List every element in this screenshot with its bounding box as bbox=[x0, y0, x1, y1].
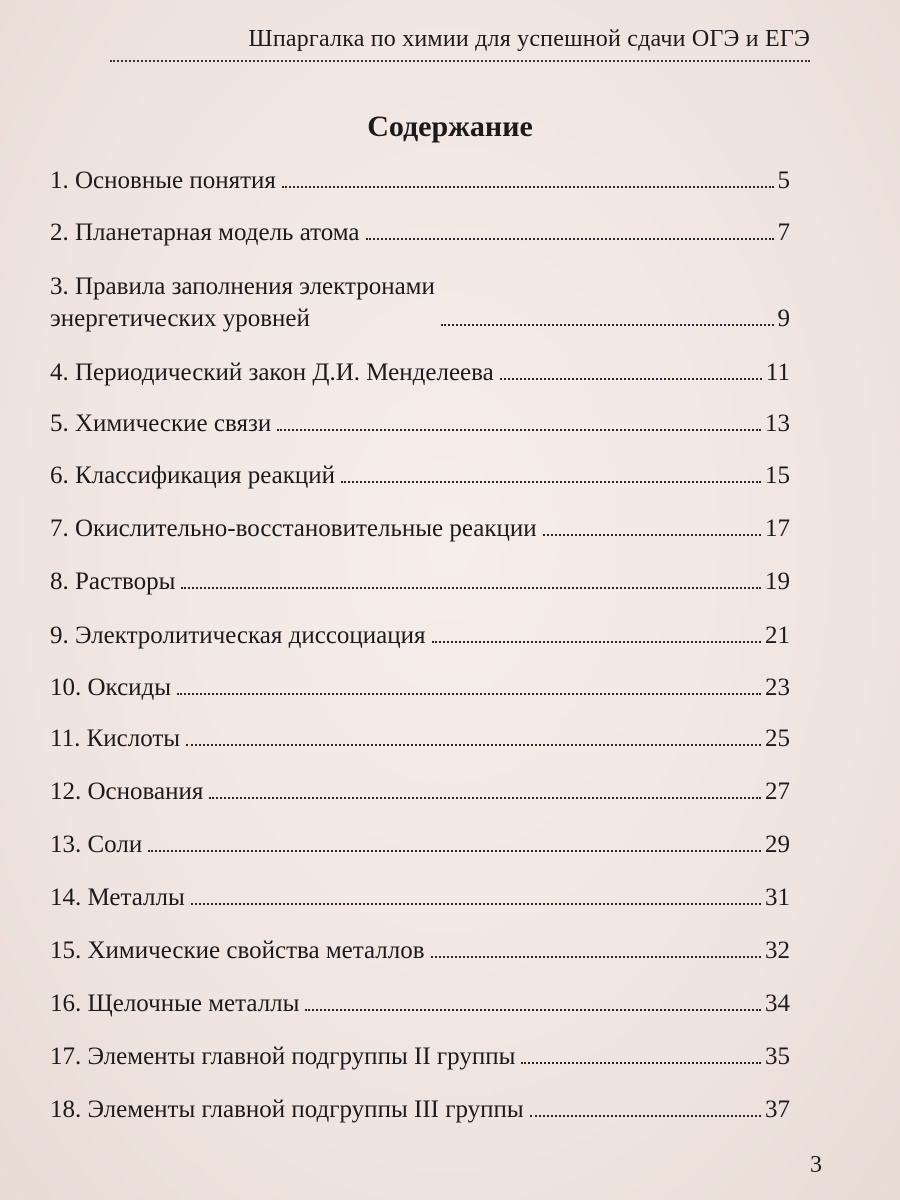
toc-entry bbox=[50, 217, 790, 249]
toc-leader-dots bbox=[432, 641, 761, 643]
toc-entry-page: 23 bbox=[765, 674, 790, 701]
toc-entry-page: 15 bbox=[765, 462, 790, 489]
toc-title: Содержание bbox=[367, 110, 533, 143]
toc-entry-label: 9. Электролитическая диссоциация bbox=[50, 622, 426, 649]
toc-entry-page: 11 bbox=[765, 359, 790, 386]
header-dotted-rule bbox=[110, 60, 810, 62]
toc-leader-dots bbox=[277, 429, 761, 431]
toc-entry-page: 9 bbox=[777, 305, 790, 332]
toc-entry-page: 29 bbox=[765, 831, 790, 858]
toc-entry bbox=[50, 620, 790, 652]
toc-leader-dots bbox=[530, 1115, 761, 1117]
toc-entry-label-block bbox=[50, 271, 435, 335]
toc-entry-page: 21 bbox=[765, 622, 790, 649]
toc-entry-page: 17 bbox=[765, 515, 790, 542]
toc-leader-dots bbox=[148, 850, 761, 852]
toc-leader-dots bbox=[431, 956, 761, 958]
toc-entry bbox=[50, 566, 790, 598]
toc-entry bbox=[50, 1094, 790, 1126]
toc-entry-page: 35 bbox=[765, 1043, 790, 1070]
toc-entry-page: 25 bbox=[765, 725, 790, 752]
toc-entry bbox=[50, 357, 790, 389]
toc-entry-label: 4. Периодический закон Д.И. Менделеева bbox=[50, 359, 494, 386]
toc-entry-label: 15. Химические свойства металлов bbox=[50, 937, 425, 964]
toc-leader-dots bbox=[366, 238, 774, 240]
toc-entry-page: 37 bbox=[765, 1096, 790, 1123]
toc-entry-page: 13 bbox=[765, 410, 790, 437]
toc-entry-label: 1. Основные понятия bbox=[50, 167, 276, 194]
toc-entry-label: 18. Элементы главной подгруппы III группы bbox=[50, 1096, 524, 1123]
toc-entry-label: 16. Щелочные металлы bbox=[50, 990, 300, 1017]
toc-entry bbox=[50, 271, 790, 335]
toc-entry-page: 27 bbox=[765, 778, 790, 805]
toc-entry bbox=[50, 672, 790, 704]
toc-entry-label: 6. Классификация реакций bbox=[50, 462, 336, 489]
running-head: Шпаргалка по химии для успешной сдачи ОГЭ и ЕГЭ bbox=[248, 26, 810, 52]
toc-entry bbox=[50, 935, 790, 967]
page-number: 3 bbox=[810, 1152, 822, 1178]
toc-leader-dots bbox=[341, 481, 761, 483]
toc-leader-dots bbox=[521, 1062, 761, 1064]
toc-entry bbox=[50, 513, 790, 545]
toc-leader-dots bbox=[441, 324, 774, 326]
toc-leader-dots bbox=[181, 587, 761, 589]
toc-entry-page: 7 bbox=[777, 219, 790, 246]
toc-entry bbox=[50, 408, 790, 440]
toc-entry-label: 5. Химические связи bbox=[50, 410, 272, 437]
toc-entry bbox=[50, 988, 790, 1020]
toc-entry bbox=[50, 882, 790, 914]
toc-leader-dots bbox=[191, 903, 761, 905]
toc-entry-label: 12. Основания bbox=[50, 778, 204, 805]
toc-leader-dots bbox=[305, 1009, 761, 1011]
toc-leader-dots bbox=[500, 378, 762, 380]
toc-entry bbox=[50, 776, 790, 808]
toc-entry bbox=[50, 829, 790, 861]
toc-entry-label: 11. Кислоты bbox=[50, 725, 181, 752]
toc-leader-dots bbox=[282, 186, 774, 188]
toc-entry-label: 10. Оксиды bbox=[50, 674, 172, 701]
toc-entry-page: 34 bbox=[765, 990, 790, 1017]
toc-leader-dots bbox=[186, 744, 761, 746]
toc-entry bbox=[50, 165, 790, 197]
toc-entry-label: 7. Окислительно-восстановительные реакции bbox=[50, 515, 537, 542]
toc-entry-label: энергетических уровней bbox=[50, 305, 310, 332]
toc-entry-label: 2. Планетарная модель атома bbox=[50, 219, 360, 246]
toc-entry-label-line1: 3. Правила заполнения электронами bbox=[50, 273, 435, 300]
toc-leader-dots bbox=[209, 797, 761, 799]
toc-entry bbox=[50, 723, 790, 755]
toc-entry-label: 8. Растворы bbox=[50, 568, 176, 595]
toc-entry-page: 19 bbox=[765, 568, 790, 595]
toc-entry-page: 32 bbox=[765, 937, 790, 964]
toc-leader-dots bbox=[543, 534, 761, 536]
toc-entry bbox=[50, 1041, 790, 1073]
toc-entry-label: 13. Соли bbox=[50, 831, 143, 858]
toc-leader-dots bbox=[177, 693, 761, 695]
toc-entry-page: 31 bbox=[765, 884, 790, 911]
toc-entry-label: 14. Металлы bbox=[50, 884, 185, 911]
toc-entry bbox=[50, 460, 790, 492]
toc-entry-label: 17. Элементы главной подгруппы II группы bbox=[50, 1043, 516, 1070]
toc-entry-page: 5 bbox=[777, 167, 790, 194]
